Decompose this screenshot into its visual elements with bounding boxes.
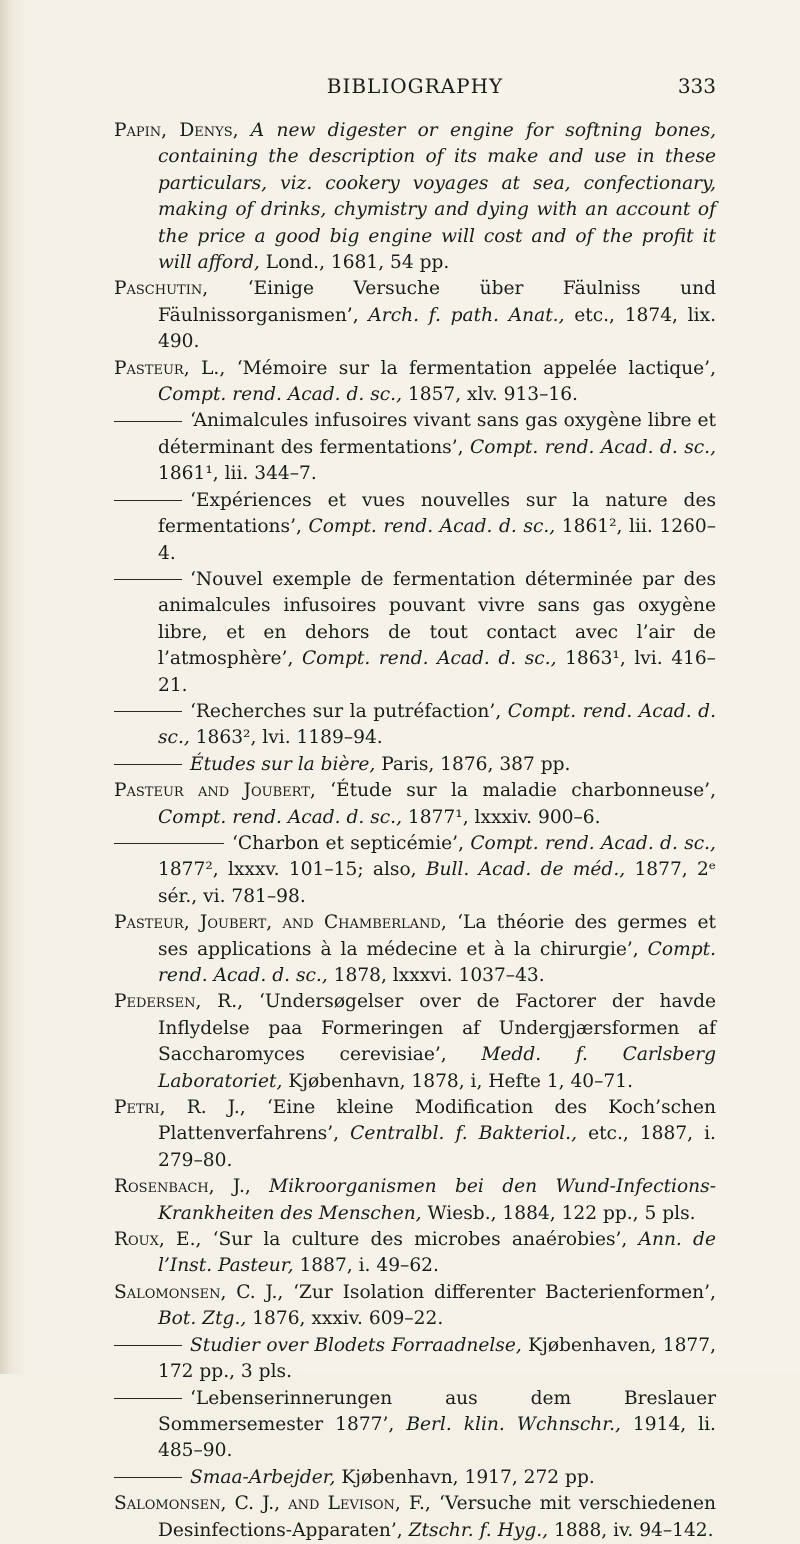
- entry-journal: Compt. rend. Acad. d. sc.,: [158, 700, 716, 749]
- entry-journal-secondary: Bull. Acad. de méd.,: [425, 859, 626, 881]
- ditto-double-dash: [114, 843, 224, 844]
- entry-title: ‘Recherches sur la putréfaction’,: [190, 700, 502, 722]
- entry-author: Roux, E.,: [114, 1229, 202, 1251]
- bibliography-entry: [114, 1095, 716, 1174]
- entry-details: 1878, lxxxvi. 1037–43.: [333, 965, 545, 986]
- entry-journal: Arch. f. path. Anat.,: [368, 304, 565, 326]
- bibliography-entry: [114, 699, 716, 752]
- bibliography-entry: [114, 276, 716, 355]
- entry-author: Pasteur and Joubert,: [114, 780, 316, 802]
- bibliography-entry: [114, 356, 716, 409]
- entry-title: ‘Zur Isolation differenter Bacterienformen’,: [293, 1281, 716, 1303]
- bibliography-entry: [114, 488, 716, 567]
- bibliography-entry: [114, 778, 716, 831]
- entry-title: ‘Charbon et septicémie’,: [232, 832, 464, 854]
- entry-author: Pasteur, Joubert, and Chamberland,: [114, 912, 447, 934]
- ditto-dash: [114, 500, 182, 501]
- entry-author: Pedersen, R.,: [114, 991, 244, 1013]
- bibliography-entry: [114, 1280, 716, 1333]
- bibliography-entry: [114, 1491, 716, 1544]
- entry-details: Kjøbenhavn, 1878, i, Hefte 1, 40–71.: [288, 1070, 633, 1092]
- entry-journal: Compt. rend. Acad. d. sc.,: [301, 648, 557, 670]
- entry-details: Lond., 1681, 54 pp.: [265, 252, 450, 274]
- entry-author: Salomonsen, C. J., and Levison, F.,: [114, 1493, 431, 1515]
- ditto-dash: [114, 421, 182, 422]
- entry-author: Petri, R. J.,: [114, 1097, 246, 1119]
- ditto-dash: [114, 1477, 182, 1478]
- bibliography-entry: [114, 1333, 716, 1386]
- entry-journal: Berl. klin. Wchnschr.,: [406, 1413, 621, 1435]
- entry-title: ‘Nouvel exemple de fermentation déterminée par des animalcules infusoires pouvant vivre sans gas oxygène libre, et en dehors de tout contact avec l’air de l’atmosphère’,: [158, 568, 716, 670]
- bibliography-entry: [114, 831, 716, 910]
- bibliography-entry: [114, 118, 716, 276]
- entry-title: ‘Versuche mit verschiedenen Desinfections-Apparaten’,: [158, 1493, 716, 1541]
- bibliography-entry: [114, 752, 716, 778]
- entry-details: Kjøbenhavn, 1917, 272 pp.: [341, 1466, 595, 1488]
- ditto-dash: [114, 1398, 182, 1399]
- entry-details: 1887, i. 49–62.: [299, 1255, 439, 1277]
- entry-details: 1863¹, lvi. 416–21.: [158, 648, 716, 696]
- entry-author: Papin, Denys,: [114, 120, 239, 141]
- entry-journal: Compt. rend. Acad. d. sc.,: [158, 806, 402, 828]
- bibliography-entry: [114, 567, 716, 699]
- entry-author: Paschutin,: [114, 278, 209, 300]
- entry-title: ‘Eine kleine Modification des Koch’schen Plattenverfahrens’,: [158, 1097, 716, 1145]
- bibliography-entry: [114, 1227, 716, 1280]
- entry-journal: Medd. f. Carlsberg Laboratoriet,: [158, 1044, 716, 1092]
- entry-details: etc., 1887, i. 279–80.: [158, 1123, 716, 1171]
- entry-journal: Compt. rend. Acad. d. sc.,: [470, 832, 716, 854]
- entry-journal: Compt. rend. Acad. d. sc.,: [308, 516, 556, 538]
- entry-details: 1861¹, lii. 344–7.: [158, 463, 317, 485]
- bibliography-entry: [114, 1386, 716, 1465]
- ditto-dash: [114, 579, 182, 580]
- bibliography-entry: [114, 1174, 716, 1227]
- entry-details: Paris, 1876, 387 pp.: [381, 753, 571, 775]
- bibliography-entry: [114, 1465, 716, 1491]
- entry-details: 1857, xlv. 913–16.: [407, 384, 578, 406]
- entry-details: 1888, iv. 94–142.: [553, 1519, 714, 1541]
- entry-journal: Ann. de l’Inst. Pasteur,: [158, 1229, 716, 1277]
- page-number: 333: [677, 74, 716, 98]
- entry-details: 1863², lvi. 1189–94.: [195, 727, 383, 749]
- entry-journal: Compt. rend. Acad. d. sc.,: [158, 938, 716, 986]
- entry-details: etc., 1874, lix. 490.: [158, 304, 716, 353]
- ditto-dash: [114, 1345, 182, 1346]
- entry-author: Rosenbach, J.,: [114, 1176, 251, 1198]
- entry-details: 1914, li. 485–90.: [158, 1413, 716, 1462]
- bibliography-entry: [114, 408, 716, 487]
- entry-journal: Mikroorganismen bei den Wund-Infections-Krankheiten des Menschen,: [158, 1176, 716, 1224]
- bibliography-entry: [114, 989, 716, 1095]
- entry-title: ‘Einige Versuche über Fäulniss und Fäulnissorganismen’,: [158, 278, 716, 326]
- entry-journal: Bot. Ztg.,: [158, 1308, 247, 1330]
- entry-title: ‘Mémoire sur la fermentation appelée lactique’,: [236, 357, 716, 379]
- entry-details: Kjøbenhaven, 1877, 172 pp., 3 pls.: [158, 1334, 716, 1383]
- entry-title: ‘Animalcules infusoires vivant sans gas oxygène libre et déterminant des fermentations’,: [158, 410, 716, 458]
- entry-journal: Études sur la bière,: [190, 753, 376, 775]
- entry-journal: Smaa-Arbejder,: [190, 1466, 336, 1488]
- entry-journal: Centralbl. f. Bakteriol.,: [350, 1123, 577, 1145]
- entry-journal: Compt. rend. Acad. d. sc.,: [469, 436, 716, 458]
- entry-author: Pasteur, L.,: [114, 357, 226, 379]
- entry-details-secondary: 1877, 2ᵉ sér., vi. 781–98.: [158, 859, 716, 907]
- bibliography-entry: [114, 910, 716, 989]
- entry-details: 1876, xxxiv. 609–22.: [252, 1308, 444, 1330]
- bibliography-list: [114, 118, 716, 1544]
- entry-details: Wiesb., 1884, 122 pp., 5 pls.: [427, 1202, 696, 1224]
- entry-title: A new digester or engine for softning bones, containing the description of its make and use in these particulars, viz. cookery voyages at sea, confectionary, making of drinks, chymistry and dying with an account of the price a good big engine will cost and of the profit it will afford,: [158, 120, 716, 274]
- entry-details: 1877², lxxxv. 101–15; also,: [158, 859, 417, 881]
- entry-author: Salomonsen, C. J.,: [114, 1281, 284, 1303]
- entry-details: 1877¹, lxxxiv. 900–6.: [407, 806, 601, 828]
- entry-details: 1861², lii. 1260–4.: [158, 516, 716, 564]
- ditto-dash: [114, 711, 182, 712]
- entry-title: ‘Lebenserinnerungen aus dem Breslauer Sommersemester 1877’,: [158, 1387, 716, 1435]
- entry-title: ‘La théorie des germes et ses applications à la médecine et à la chirurgie’,: [158, 912, 716, 960]
- running-title: BIBLIOGRAPHY: [326, 74, 504, 98]
- entry-journal: Compt. rend. Acad. d. sc.,: [158, 384, 402, 406]
- entry-title: ‘Expériences et vues nouvelles sur la nature des fermentations’,: [158, 489, 716, 538]
- ditto-dash: [114, 764, 182, 765]
- page-header: [114, 74, 716, 106]
- entry-title: ‘Étude sur la maladie charbonneuse’,: [330, 780, 716, 802]
- entry-journal: Studier over Blodets Forraadnelse,: [190, 1334, 522, 1356]
- entry-journal: Ztschr. f. Hyg.,: [408, 1519, 549, 1541]
- entry-title: ‘Undersøgelser over de Factorer der havde Inflydelse paa Formeringen af Undergjærsformen af Saccharomyces cerevisiae’,: [158, 991, 716, 1066]
- entry-title: ‘Sur la culture des microbes anaérobies’,: [212, 1229, 628, 1251]
